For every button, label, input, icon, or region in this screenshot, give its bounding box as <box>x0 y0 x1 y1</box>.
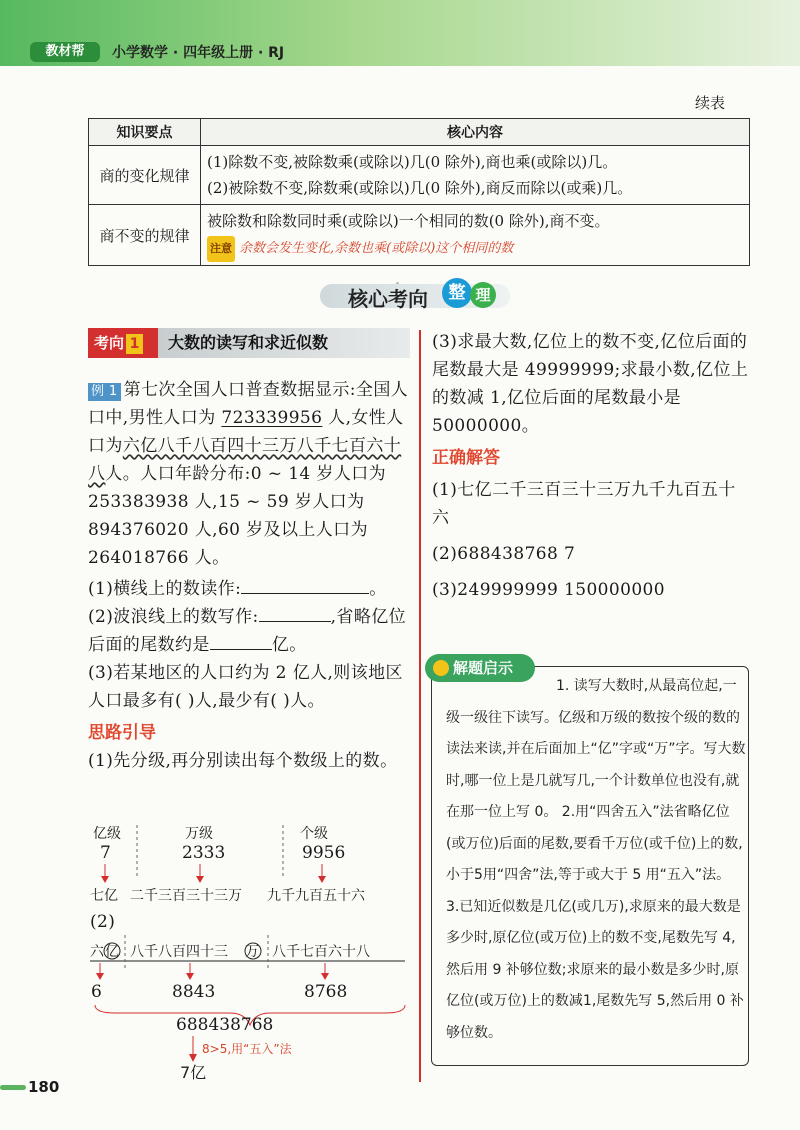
section-banner <box>320 274 510 312</box>
answer-blank <box>259 604 331 622</box>
reading-text: 九千九百五十六 <box>267 888 365 904</box>
page-number: 180 <box>28 1078 60 1096</box>
row-line: (1)除数不变,被除数乘(或除以)几(0 除外),商也乘(或除以)几。 <box>207 153 618 171</box>
hint-text <box>446 671 746 1049</box>
handwritten-digit: 八千八百四十三 <box>130 944 228 960</box>
header-bar <box>0 0 800 66</box>
kaoxiang-tag <box>88 328 158 358</box>
hint-box <box>425 654 750 1066</box>
row-content <box>201 205 750 266</box>
level-number: 8843 <box>172 982 216 1002</box>
continued-label: 续表 <box>694 94 725 112</box>
q1-end: 。 <box>369 579 387 599</box>
example-text-1: 第七次全国人口普查数据显示:全国人口中,男性人口为 <box>88 380 409 428</box>
answer-2: (2)688438768 7 <box>432 544 576 564</box>
note-line <box>207 234 743 262</box>
down-arrow <box>196 876 204 883</box>
handwritten-digit: 亿 <box>105 944 119 960</box>
answer-blank <box>210 632 272 650</box>
result-text: 7亿 <box>180 1063 207 1082</box>
full-number: 688438768 <box>176 1015 274 1035</box>
question-1 <box>88 575 410 603</box>
handwritten-digit: 六 <box>90 944 104 960</box>
level-number: 6 <box>91 982 102 1002</box>
table-row <box>89 205 750 266</box>
level-label: 个级 <box>300 826 328 842</box>
row-label: 商的变化规律 <box>89 146 201 205</box>
level-number: 8768 <box>304 982 348 1002</box>
level-number: 7 <box>100 843 111 863</box>
row-line: (2)被除数不变,除数乘(或除以)几(0 除外),商反而除以(或乘)几。 <box>207 179 633 197</box>
wavy-number: 六亿八千八百四十三万八千七百六十八 <box>88 436 402 484</box>
down-arrow <box>321 973 329 980</box>
right-column <box>432 328 752 604</box>
note-tag: 注意 <box>207 236 235 262</box>
kaoxiang-title: 大数的读写和求近似数 <box>168 333 329 352</box>
answer-blank <box>241 576 369 594</box>
question-2 <box>88 603 410 659</box>
note-text: 余数会发生变化,余数也乘(或除以)这个相同的数 <box>239 241 514 256</box>
diagram-arrows-1 <box>85 820 415 890</box>
analysis-p3: (3)求最大数,亿位上的数不变,亿位后面的尾数最大是 49999999;求最小数,亿位上的数减 1,亿位后面的尾数最小是 50000000。 <box>432 332 749 436</box>
level-label: 万级 <box>185 826 213 842</box>
thinking-heading: 思路引导 <box>88 723 156 743</box>
page-bar <box>0 1085 26 1090</box>
q2-text: ,省略亿位后面的尾数约是 <box>88 607 407 655</box>
example-tag: 例 1 <box>88 383 121 401</box>
level-number: 2333 <box>182 843 226 863</box>
level-number: 9956 <box>302 843 346 863</box>
reading-text: 二千三百三十三万 <box>130 888 242 904</box>
q2-text: (2)波浪线上的数写作: <box>88 607 259 627</box>
table-header-row <box>89 119 750 146</box>
handwritten-digit: 八千七百六十八 <box>272 944 370 960</box>
banner-text: 核心考向 <box>348 287 428 311</box>
answer-heading: 正确解答 <box>432 448 500 468</box>
row-content <box>201 146 750 205</box>
hint-border <box>431 666 749 1066</box>
header-title: 小学数学 · 四年级上册 · RJ <box>112 45 285 61</box>
kaoxiang-bar <box>88 328 410 358</box>
header-badge: 教材帮 <box>30 42 100 62</box>
kaoxiang-number: 1 <box>126 334 143 354</box>
reading-text: 七亿 <box>90 888 118 904</box>
thinking-p2: (2) <box>90 912 116 932</box>
underlined-number: 723339956 <box>221 408 323 428</box>
kaoxiang-tag-text: 考向 <box>94 334 125 352</box>
rounding-note: 8>5,用“五入”法 <box>202 1042 292 1056</box>
row-label: 商不变的规律 <box>89 205 201 266</box>
example-text-3: 人。人口年龄分布:0 ~ 14 岁人口为 253383938 人,15 ~ 59 岁人口为 894376020 人,60 岁及以上人口为 264018766 人。 <box>88 464 387 568</box>
down-arrow <box>96 973 104 980</box>
handwritten-digit: 万 <box>245 944 259 960</box>
lightbulb-icon <box>433 660 449 676</box>
table-header-cell: 知识要点 <box>89 119 201 146</box>
example-text <box>88 376 410 572</box>
column-divider <box>419 330 421 1082</box>
banner-circle: 理 <box>470 282 496 308</box>
answer-1: (1)七亿二千三百三十三万九千九百五十六 <box>432 480 736 528</box>
table-header-cell: 核心内容 <box>201 119 750 146</box>
circled-digit <box>245 943 261 959</box>
q1-text: (1)横线上的数读作: <box>88 579 242 599</box>
down-arrow <box>101 876 109 883</box>
hint-content: 1. 读写大数时,从最高位起,一级一级往下读写。亿级和万级的数按个级的数的读法来读,并在后面加上“亿”字或“万”字。写大数时,哪一位上是几就写几,一个计数单位也没有,就在那一位上写 0。 2.用“四舍五入”法省略亿位(或万位)后面的尾数,要看千万位(或千位)上的数,小于5用“四舍”法,等于或大于 5 用“五入”法。 3.已知近似数是几亿(或几万),求原来的最大数是多少时,原亿位(或万位)上的数不变,尾数先写 4,然后用 9 补够位数;求原来的最小数是多少时,原亿位(或万位)上的数减1,尾数先写 5,然后用 0 补够位数。 <box>446 678 746 1041</box>
level-label: 亿级 <box>93 826 121 842</box>
example-text-2: 人,女性人口为 <box>88 408 404 456</box>
down-arrow <box>186 973 194 980</box>
hint-tag-text: 解题启示 <box>453 659 514 677</box>
table-row <box>89 146 750 205</box>
thinking-p1: (1)先分级,再分别读出每个数级上的数。 <box>88 751 398 771</box>
left-column <box>88 328 410 775</box>
knowledge-table <box>88 118 750 266</box>
banner-circle: 整 <box>442 278 472 308</box>
answer-3: (3)249999999 150000000 <box>432 580 665 600</box>
circled-digit <box>104 943 120 959</box>
row-line: 被除数和除数同时乘(或除以)一个相同的数(0 除外),商不变。 <box>207 212 610 230</box>
q2-text: 亿。 <box>271 635 307 655</box>
down-arrow <box>318 876 326 883</box>
hint-tag <box>425 654 535 682</box>
question-3: (3)若某地区的人口约为 2 亿人,则该地区人口最多有( )人,最少有( )人。 <box>88 663 403 711</box>
